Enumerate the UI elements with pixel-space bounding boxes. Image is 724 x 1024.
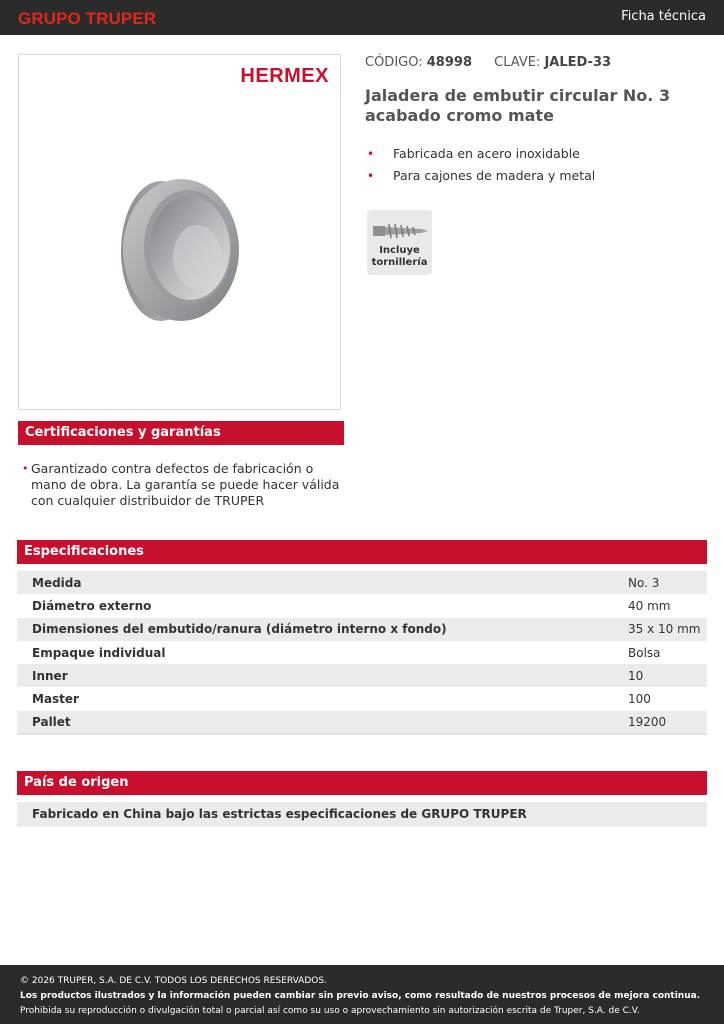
footer-notice: Los productos ilustrados y la información pueden cambiar sin previo aviso, como resultado de nuestros procesos de mejora continua. (20, 991, 701, 1001)
origin-text: Fabricado en China bajo las estrictas especificaciones de GRUPO TRUPER (17, 802, 707, 827)
specifications-header: Especificaciones (17, 540, 707, 564)
codigo-value: 48998 (426, 55, 472, 70)
product-image (117, 177, 243, 323)
product-codes (365, 55, 611, 70)
table-row: Pallet 19200 (17, 711, 707, 734)
footer (0, 965, 724, 1024)
product-title: Jaladera de embutir circular No. 3 acabado cromo mate (365, 86, 671, 125)
table-row: Empaque individual Bolsa (32, 645, 661, 660)
footer-copyright: © 2026 TRUPER, S.A. DE C.V. TODOS LOS DERECHOS RESERVADOS. (20, 976, 327, 986)
table-row: Medida No. 3 (17, 571, 707, 594)
list-item: • Garantizado contra defectos de fabricación o mano de obra. La garantía se puede hacer válida con cualquier distribuidor de TRUPER (22, 461, 340, 508)
table-row: Master 100 (32, 692, 651, 707)
clave-label: CLAVE: (494, 55, 541, 70)
feature-list (365, 145, 595, 189)
bullet-icon: • (367, 147, 375, 161)
screw-icon (371, 220, 429, 242)
certifications-list (22, 461, 342, 509)
certifications-header: Certificaciones y garantías (18, 421, 344, 445)
list-item: • Para cajones de madera y metal (367, 168, 596, 183)
footer-prohibition: Prohibida su reproducción o divulgación total o parcial así como su uso o aprovechamiento sin autorización escrita de Truper, S.A. de C.V. (20, 1006, 640, 1016)
hermex-logo: HERMEX (240, 65, 329, 87)
doc-type-label: Ficha técnica (621, 9, 706, 24)
specifications-table (17, 571, 707, 735)
codigo-label: CÓDIGO: (365, 55, 423, 70)
product-photo-box (18, 54, 341, 410)
grupo-truper-logo: GRUPO TRUPER (18, 9, 157, 28)
clave-value: JALED-33 (544, 55, 612, 70)
table-row: Inner 10 (17, 664, 707, 687)
top-bar (0, 0, 724, 35)
table-row: Dimensiones del embutido/ranura (diámetro interno x fondo) 35 x 10 mm (17, 618, 707, 641)
table-row: Diámetro externo 40 mm (32, 598, 671, 613)
badge-label: Incluye tornillería (371, 245, 428, 268)
origin-header: País de origen (17, 771, 707, 795)
includes-screws-badge (367, 210, 432, 275)
bullet-icon: • (367, 169, 375, 183)
list-item: • Fabricada en acero inoxidable (367, 146, 580, 161)
bullet-icon: • (22, 462, 29, 475)
